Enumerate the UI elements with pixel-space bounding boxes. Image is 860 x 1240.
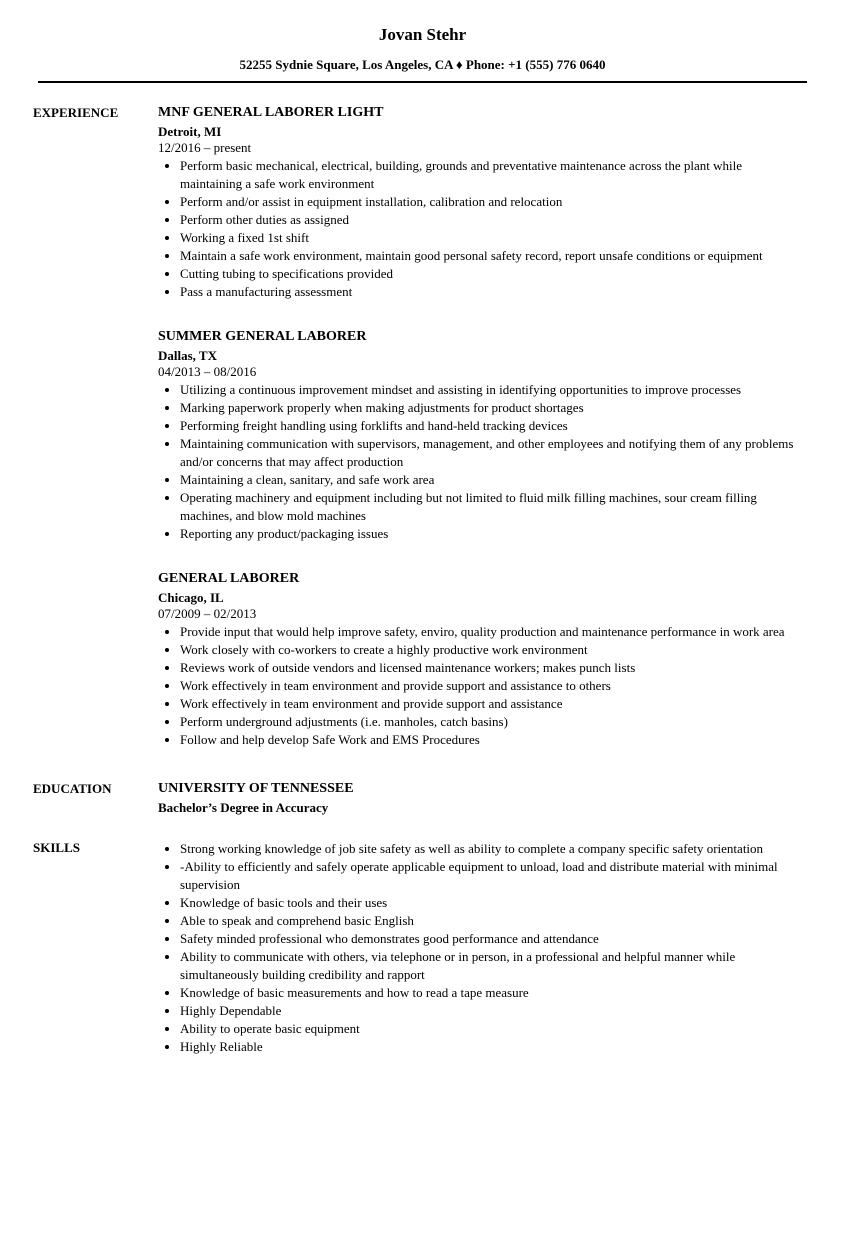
bullet-item: • Working a fixed 1st shift	[180, 229, 800, 247]
person-name: Jovan Stehr	[378, 25, 467, 44]
education-section-label: EDUCATION	[33, 781, 112, 796]
skill-item: • Knowledge of basic measurements and how to read a tape measure	[180, 984, 800, 1002]
skill-item: • Safety minded professional who demonstrates good performance and attendance	[180, 930, 800, 948]
skill-item: • Knowledge of basic tools and their uses	[180, 894, 800, 912]
resume-header	[38, 24, 807, 73]
bullet-item: • Cutting tubing to specifications provided	[180, 265, 800, 283]
skills-content	[158, 838, 800, 1056]
bullet-item: • Utilizing a continuous improvement mindset and assisting in identifying opportunities to improve processes	[180, 381, 800, 399]
bullet-item: • Work effectively in team environment and provide support and assistance to others	[180, 677, 800, 695]
bullet-item: • Perform basic mechanical, electrical, building, grounds and preventative maintenance across the plant while maintaining a safe work environment	[180, 157, 800, 193]
skill-item: • Highly Reliable	[180, 1038, 800, 1056]
skills-bullet-list	[158, 840, 800, 1056]
job-location: Dallas, TX	[158, 348, 217, 363]
bullet-item: • Maintaining a clean, sanitary, and safe work area	[180, 471, 800, 489]
education-content	[158, 779, 800, 816]
bullet-item: • Reviews work of outside vendors and licensed maintenance workers; makes punch lists	[180, 659, 800, 677]
bullet-item: • Marking paperwork properly when making adjustments for product shortages	[180, 399, 800, 417]
bullet-item: • Operating machinery and equipment including but not limited to fluid milk filling machines, sour cream filling machines, and blow mold machines	[180, 489, 800, 525]
education-degree: Bachelor’s Degree in Accuracy	[158, 800, 329, 815]
job-dates: 04/2013 – 08/2016	[158, 364, 257, 379]
bullet-item: • Provide input that would help improve safety, enviro, quality production and maintenance performance in work area	[180, 623, 800, 641]
bullet-item: • Perform other duties as assigned	[180, 211, 800, 229]
job-bullet-list	[158, 381, 800, 543]
skill-item: • Strong working knowledge of job site safety as well as ability to complete a company specific safety orientation	[180, 840, 800, 858]
skills-section-label: SKILLS	[33, 840, 80, 855]
job-title: MNF GENERAL LABORER LIGHT	[158, 105, 384, 120]
skills-section	[33, 838, 800, 1056]
job-dates: 12/2016 – present	[158, 140, 252, 155]
experience-section-label: EXPERIENCE	[33, 105, 119, 120]
bullet-item: • Work effectively in team environment and provide support and assistance	[180, 695, 800, 713]
education-section	[33, 779, 800, 816]
job-entry-3	[158, 569, 800, 749]
skill-item: • Ability to operate basic equipment	[180, 1020, 800, 1038]
job-bullet-list	[158, 623, 800, 749]
skill-item: • Ability to communicate with others, via telephone or in person, in a professional and helpful manner while simultaneously building credibility and rapport	[180, 948, 800, 984]
skill-item: • Able to speak and comprehend basic English	[180, 912, 800, 930]
bullet-item: • Work closely with co-workers to create a highly productive work environment	[180, 641, 800, 659]
job-location: Chicago, IL	[158, 590, 224, 605]
job-entry-1	[158, 103, 800, 301]
education-school: UNIVERSITY OF TENNESSEE	[158, 781, 354, 796]
skill-item: • Highly Dependable	[180, 1002, 800, 1020]
job-dates: 07/2009 – 02/2013	[158, 606, 257, 621]
job-bullet-list	[158, 157, 800, 301]
bullet-item: • Perform underground adjustments (i.e. manholes, catch basins)	[180, 713, 800, 731]
bullet-item: • Pass a manufacturing assessment	[180, 283, 800, 301]
experience-section	[33, 103, 800, 749]
bullet-item: • Maintaining communication with supervisors, management, and other employees and notifying them of any problems and/or concerns that may affect production	[180, 435, 800, 471]
skill-item: • -Ability to efficiently and safely operate applicable equipment to unload, load and distribute material with minimal supervision	[180, 858, 800, 894]
resume-body	[0, 83, 860, 1056]
contact-line: 52255 Sydnie Square, Los Angeles, CA ♦ Phone: +1 (555) 776 0640	[239, 57, 606, 72]
job-location: Detroit, MI	[158, 124, 222, 139]
bullet-item: • Maintain a safe work environment, maintain good personal safety record, report unsafe conditions or equipment	[180, 247, 800, 265]
bullet-item: • Reporting any product/packaging issues	[180, 525, 800, 543]
bullet-item: • Follow and help develop Safe Work and EMS Procedures	[180, 731, 800, 749]
job-title: GENERAL LABORER	[158, 571, 300, 586]
experience-content	[158, 103, 800, 749]
job-entry-2	[158, 327, 800, 543]
bullet-item: • Perform and/or assist in equipment installation, calibration and relocation	[180, 193, 800, 211]
bullet-item: • Performing freight handling using forklifts and hand-held tracking devices	[180, 417, 800, 435]
job-title: SUMMER GENERAL LABORER	[158, 329, 367, 344]
